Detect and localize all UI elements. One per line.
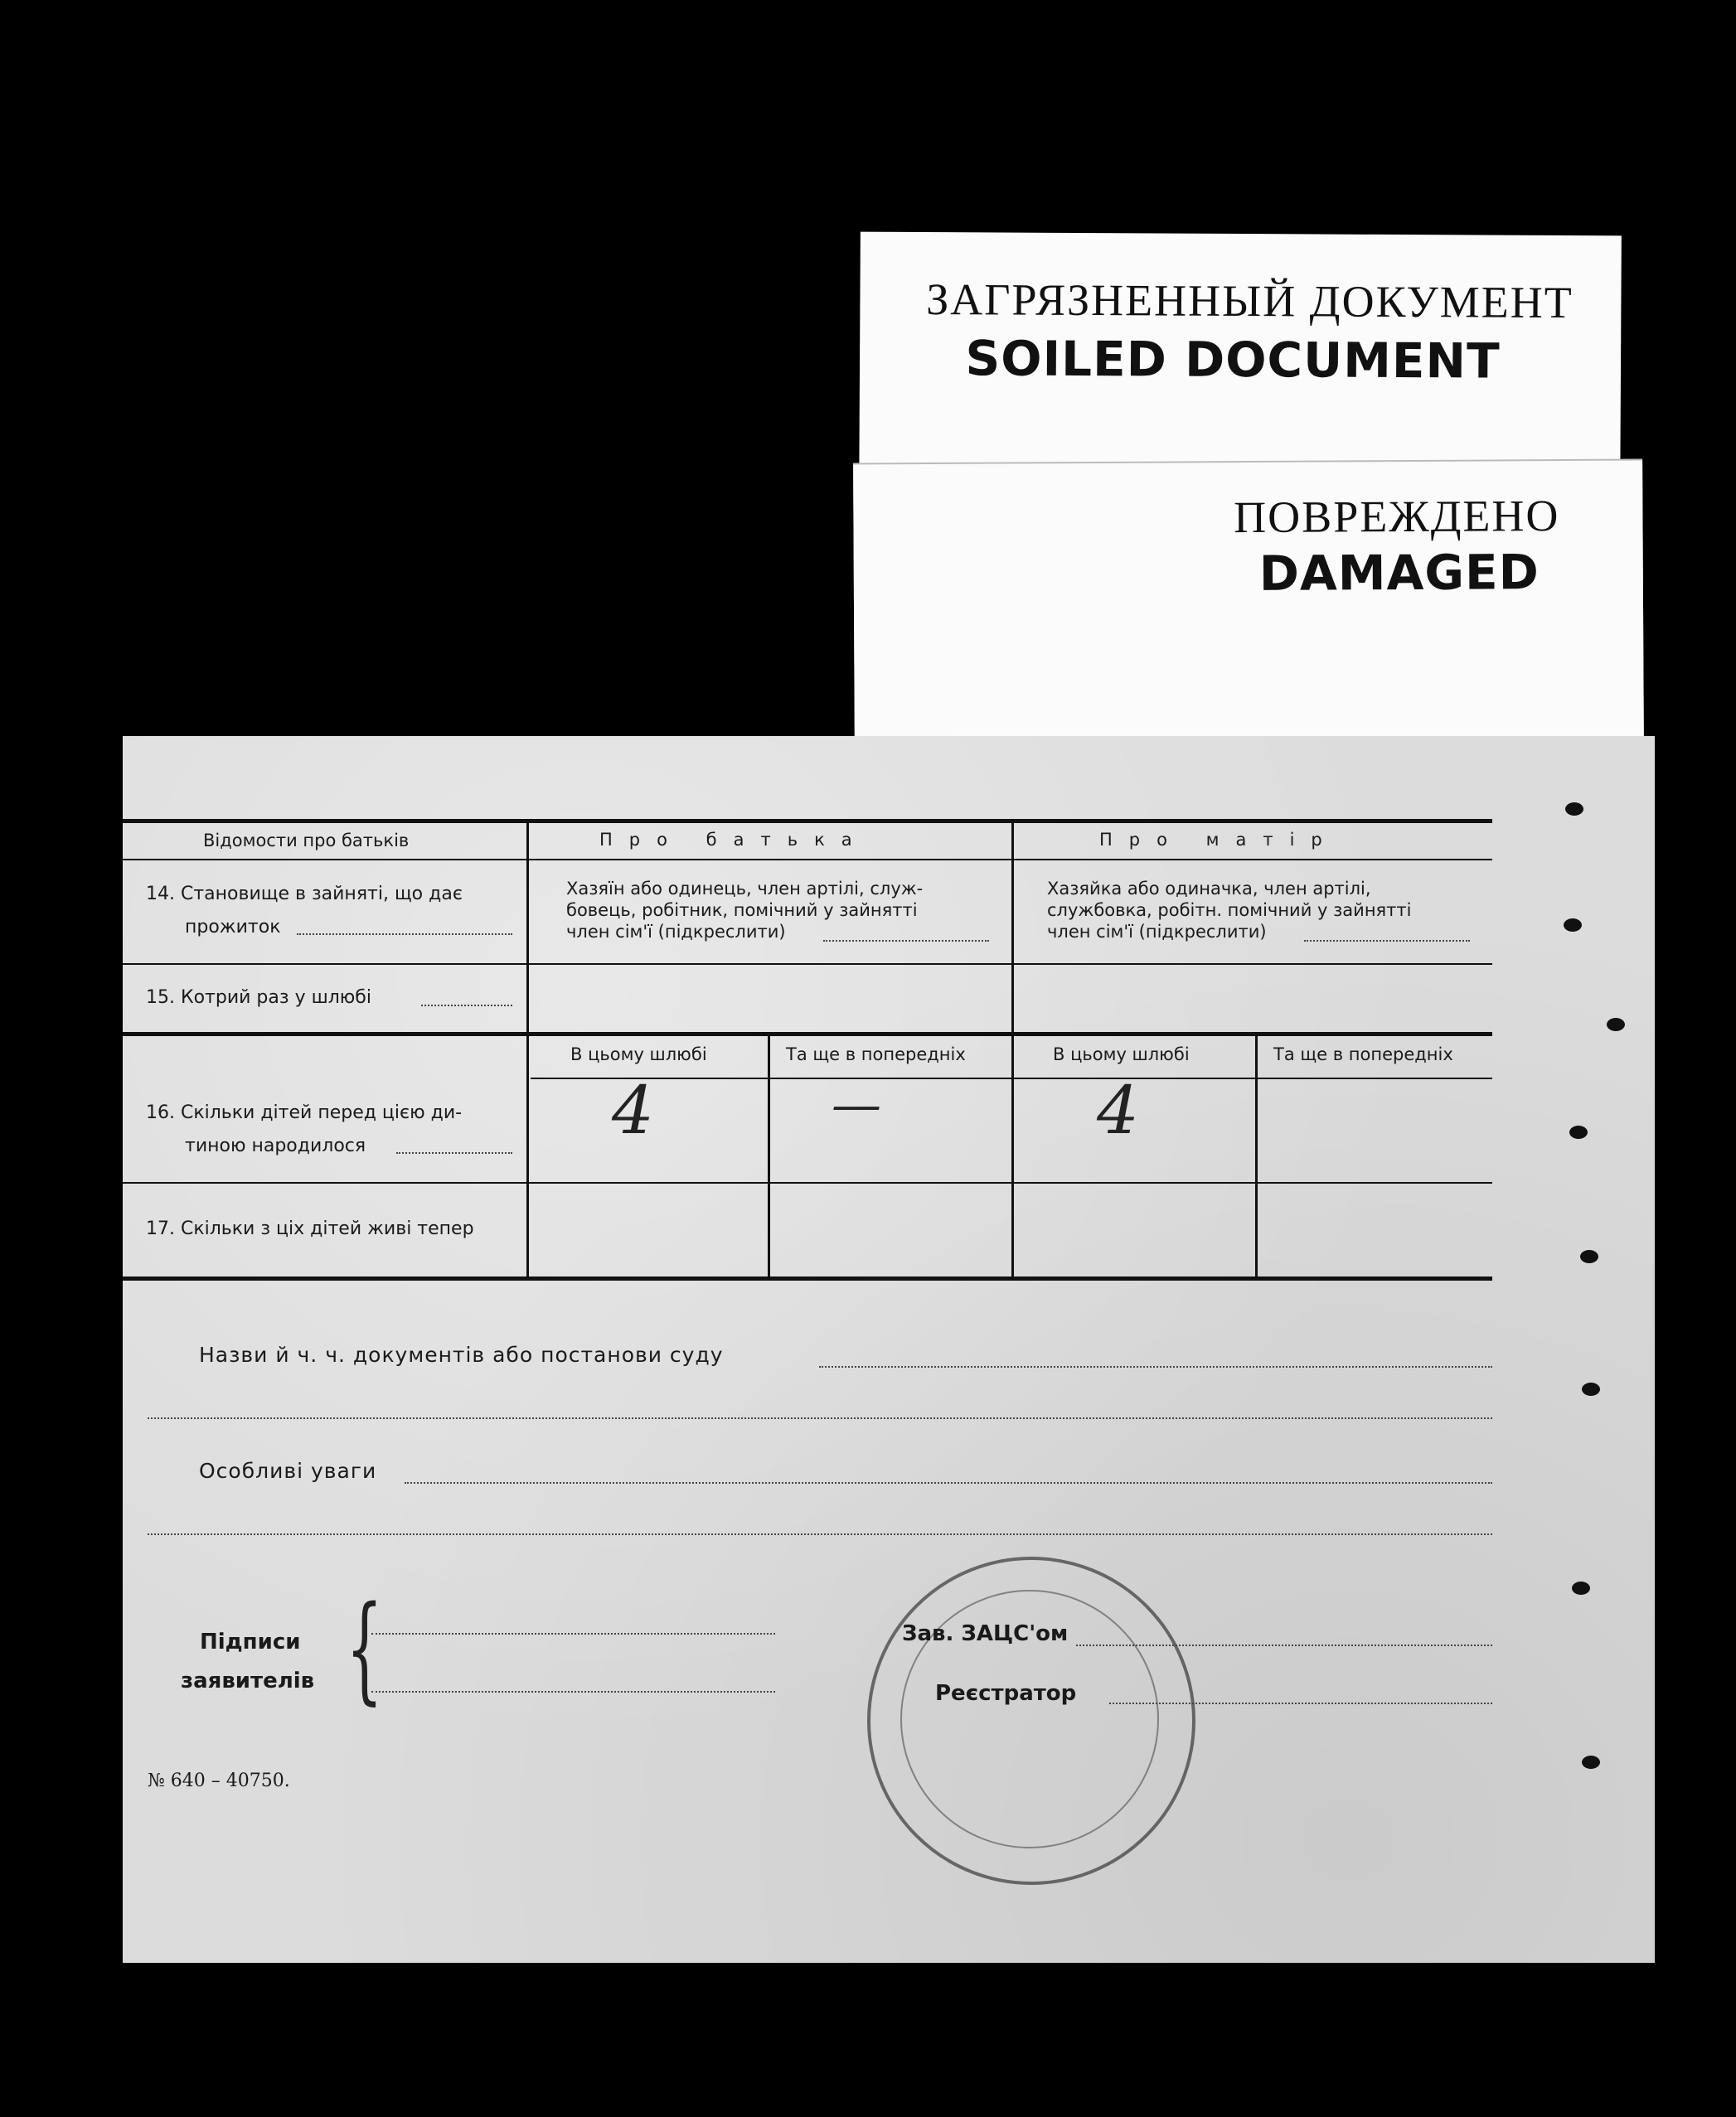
damaged-label-ru: ПОВРЕЖДЕНО xyxy=(1234,491,1560,543)
row17-label: 17. Скільки з ціх дітей живі тепер xyxy=(146,1218,474,1239)
mother-previous-header: Та ще в попередніх xyxy=(1273,1044,1453,1064)
form-number: № 640 – 40750. xyxy=(148,1771,290,1791)
soiled-label-ru: ЗАГРЯЗНЕННЫЙ ДОКУМЕНТ xyxy=(926,274,1574,328)
row14-mother-l1: Хазяйка або одиначка, член артілі, xyxy=(1047,879,1371,899)
header-about-father: Про батька xyxy=(599,830,869,850)
row14-label-cont: прожиток xyxy=(185,917,281,937)
applicants-signatures-label: Підписи xyxy=(200,1630,301,1654)
row14-mother-l3: член сім'ї (підкреслити) xyxy=(1047,922,1267,942)
official-stamp xyxy=(867,1557,1195,1885)
row14-father-l2: бовець, робітник, помічний у зайнятті xyxy=(566,900,918,920)
row16-label-cont: тиною народилося xyxy=(185,1136,366,1156)
row14-father-l3: член сім'ї (підкреслити) xyxy=(566,922,786,942)
soiled-label-en: SOILED DOCUMENT xyxy=(965,330,1501,390)
row16-mother-this-value: 4 xyxy=(1097,1072,1139,1149)
row14-mother-l2: службовка, робітн. помічний у зайнятті xyxy=(1047,900,1412,920)
head-zags-label: Зав. ЗАЦС'ом xyxy=(902,1621,1069,1646)
damaged-card xyxy=(853,461,1644,751)
header-parents-info: Відомости про батьків xyxy=(203,831,410,850)
documents-label: Назви й ч. ч. документів або постанови суду xyxy=(199,1343,724,1367)
row14-label: 14. Становище в зайняті, що дає xyxy=(146,884,463,904)
row16-father-this-value: 4 xyxy=(612,1072,654,1149)
row15-label: 15. Котрий раз у шлюбі xyxy=(146,987,371,1008)
registrar-label: Реєстратор xyxy=(935,1681,1077,1706)
father-this-marriage-header: В цьому шлюбі xyxy=(570,1044,707,1064)
damaged-label-en: DAMAGED xyxy=(1258,544,1540,602)
row16-father-prev-value: — xyxy=(832,1076,881,1134)
father-previous-header: Та ще в попередніх xyxy=(786,1044,966,1064)
row14-father-l1: Хазяїн або одинець, член артілі, служ- xyxy=(566,879,924,899)
notes-label: Особливі уваги xyxy=(199,1459,377,1483)
mother-this-marriage-header: В цьому шлюбі xyxy=(1053,1044,1190,1064)
header-about-mother: Про матір xyxy=(1099,830,1339,850)
record-sheet: Відомости про батьків Про батька Про матір 14. Становище в зайняті, що дає прожиток Хазяїн або одинець, член артілі, служ- бовець, робітник, помічний у зайнятті член сім'ї (підкреслити) Хазяйка або одиначка, член артілі, службовка, робітн. помічний у зайнятті член сім'ї (підкреслити) 15. Котрий раз у шлюбі В цьому шлюбі Та ще в попередніх В цьому шлюбі Та ще в попередніх 16. Скільки дітей перед цією ди- тиною народилося 4 — 4 17. Скільки з ціх дітей живі тепер Назви й ч. ч. документів або постанови суду Особливі уваги Підписи заявителів { Зав. ЗАЦС'ом Реєстратор № 640 – 40750. xyxy=(123,736,1655,1963)
row16-label: 16. Скільки дітей перед цією ди- xyxy=(146,1102,463,1123)
applicants-signatures-label-cont: заявителів xyxy=(181,1669,315,1693)
